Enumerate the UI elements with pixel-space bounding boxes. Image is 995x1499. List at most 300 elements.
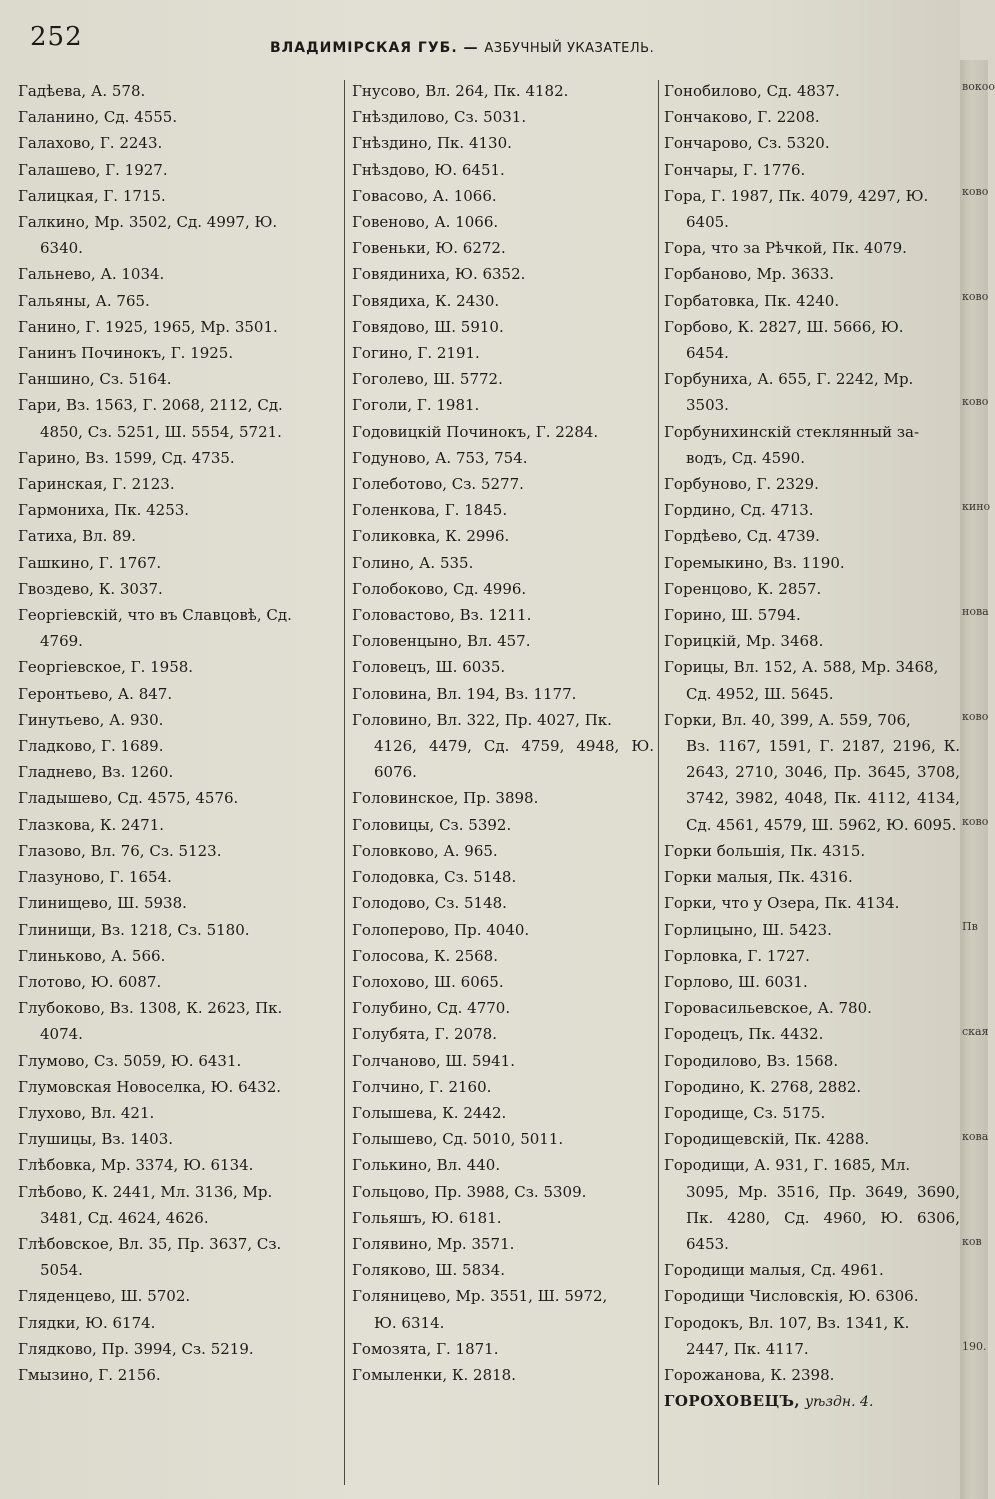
index-entry <box>664 1257 960 1283</box>
index-entry-text: Горбуново, Г. 2329. <box>664 475 819 494</box>
index-entry-text: Георгiевскiй, что въ Славцовѣ, Сд. <box>18 606 292 625</box>
index-entry-text: Гоголево, Ш. 5772. <box>352 370 503 389</box>
index-entry <box>352 550 654 576</box>
index-entry-text: Гончаково, Г. 2208. <box>664 108 820 127</box>
index-entry <box>18 1336 340 1362</box>
index-entry <box>664 314 960 366</box>
column-3-entries <box>664 78 960 1388</box>
index-entry <box>18 576 340 602</box>
edge-fragment: 190. <box>962 1340 987 1353</box>
index-entry-text: Гладышево, Сд. 4575, 4576. <box>18 789 239 808</box>
index-entry <box>18 366 340 392</box>
index-entry <box>664 1310 960 1362</box>
index-entry-text: Глинищи, Вз. 1218, Сз. 5180. <box>18 920 250 939</box>
index-entry-continuation: 4074. <box>40 1025 83 1044</box>
index-entry-text: Годуново, А. 753, 754. <box>352 448 528 467</box>
index-entry-text: Глубоково, Вз. 1308, К. 2623, Пк. <box>18 999 283 1018</box>
index-entry <box>352 1336 654 1362</box>
index-entry-text: Гора, что за Рѣчкой, Пк. 4079. <box>664 239 907 258</box>
index-entry <box>664 523 960 549</box>
index-entry-text: Голубята, Г. 2078. <box>352 1025 497 1044</box>
index-entry-text: Гордѣево, Сд. 4739. <box>664 527 820 546</box>
index-entry <box>352 785 654 811</box>
index-entry <box>18 838 340 864</box>
edge-fragment: Пв <box>962 920 978 933</box>
index-entry-text: Городищи, А. 931, Г. 1685, Мл. <box>664 1156 911 1175</box>
index-entry <box>664 1048 960 1074</box>
index-entry <box>352 1048 654 1074</box>
index-entry-text: Галахово, Г. 2243. <box>18 134 163 153</box>
index-entry-continuation: 6340. <box>40 239 83 258</box>
index-entry <box>664 969 960 995</box>
index-entry-text: Горицкiй, Мр. 3468. <box>664 632 824 651</box>
index-entry-text: Голышево, Сд. 5010, 5011. <box>352 1130 564 1149</box>
edge-fragment: вокоо <box>962 80 995 93</box>
index-entry-text: Голчино, Г. 2160. <box>352 1077 492 1096</box>
index-entry <box>352 1074 654 1100</box>
index-entry-text: Городищи малыя, Сд. 4961. <box>664 1261 884 1280</box>
index-entry-continuation: 4126, 4479, Сд. 4759, 4948, Ю. 6076. <box>374 737 654 782</box>
index-entry <box>664 628 960 654</box>
index-entry <box>352 419 654 445</box>
index-entry-text: Глиньково, А. 566. <box>18 946 166 965</box>
index-entry <box>664 1100 960 1126</box>
edge-fragment: нова <box>962 605 989 618</box>
index-entry <box>664 366 960 418</box>
index-entry-text: Голькино, Вл. 440. <box>352 1156 501 1175</box>
index-entry <box>18 1231 340 1283</box>
index-entry <box>664 261 960 287</box>
edge-fragment: ково <box>962 185 989 198</box>
index-entry <box>664 1283 960 1309</box>
index-entry <box>352 1152 654 1178</box>
index-entry-text: Голявино, Мр. 3571. <box>352 1234 515 1253</box>
index-entry-text: Горенцово, К. 2857. <box>664 579 822 598</box>
index-entry-text: Горки, Вл. 40, 399, А. 559, 706, <box>664 710 911 729</box>
index-entry-text: Ганино, Г. 1925, 1965, Мр. 3501. <box>18 317 278 336</box>
index-entry <box>18 681 340 707</box>
index-entry-text: Гляденцево, Ш. 5702. <box>18 1287 191 1306</box>
index-entry-text: Гончары, Г. 1776. <box>664 160 806 179</box>
index-entry-text: Говеньки, Ю. 6272. <box>352 239 506 258</box>
index-entry <box>352 995 654 1021</box>
index-entry <box>352 445 654 471</box>
index-entry-text: Глазкова, К. 2471. <box>18 815 165 834</box>
index-column-3 <box>664 78 960 1488</box>
index-entry-text: Гатиха, Вл. 89. <box>18 527 137 546</box>
index-entry <box>352 1205 654 1231</box>
index-entry-text: Голино, А. 535. <box>352 553 474 572</box>
index-entry-text: Горки, что у Озера, Пк. 4134. <box>664 894 900 913</box>
index-entry <box>664 995 960 1021</box>
index-entry-text: Горлицыно, Ш. 5423. <box>664 920 832 939</box>
index-entry-text: Гаринская, Г. 2123. <box>18 475 175 494</box>
index-entry <box>352 1362 654 1388</box>
index-entry <box>664 943 960 969</box>
index-entry <box>352 1231 654 1257</box>
index-entry-text: Гари, Вз. 1563, Г. 2068, 2112, Сд. <box>18 396 283 415</box>
index-entry <box>352 392 654 418</box>
index-entry-text: Голяково, Ш. 5834. <box>352 1261 505 1280</box>
index-entry <box>352 104 654 130</box>
index-entry-text: Говядиниха, Ю. 6352. <box>352 265 526 284</box>
index-entry <box>664 838 960 864</box>
index-entry <box>18 812 340 838</box>
index-entry-text: Глухово, Вл. 421. <box>18 1103 155 1122</box>
edge-fragment: кова <box>962 1130 989 1143</box>
index-entry-text: Городищевскiй, Пк. 4288. <box>664 1130 870 1149</box>
index-entry <box>664 602 960 628</box>
index-entry <box>18 471 340 497</box>
index-entry-text: Головково, А. 965. <box>352 841 498 860</box>
index-entry-text: Горловка, Г. 1727. <box>664 946 810 965</box>
index-entry-continuation: 3481, Сд. 4624, 4626. <box>40 1208 209 1227</box>
index-entry <box>664 104 960 130</box>
index-entry-continuation: Сд. 4952, Ш. 5645. <box>686 684 834 703</box>
index-entry-text: Глушицы, Вз. 1403. <box>18 1130 174 1149</box>
index-entry <box>664 497 960 523</box>
index-entry-text: Гомыленки, К. 2818. <box>352 1365 516 1384</box>
index-entry-text: Годовицкiй Починокъ, Г. 2284. <box>352 422 599 441</box>
index-entry <box>664 890 960 916</box>
index-entry-text: Говядово, Ш. 5910. <box>352 317 504 336</box>
index-entry-text: Гнѣздилово, Сз. 5031. <box>352 108 527 127</box>
index-entry <box>352 943 654 969</box>
running-title-main: ВЛАДИМIРСКАЯ ГУБ. <box>270 40 458 56</box>
index-entry-text: Голохово, Ш. 6065. <box>352 972 504 991</box>
index-entry <box>352 707 654 786</box>
index-entry <box>18 785 340 811</box>
index-entry-text: Геронтьево, А. 847. <box>18 684 173 703</box>
index-entry-text: Городище, Сз. 5175. <box>664 1103 826 1122</box>
index-entry <box>664 78 960 104</box>
index-entry-text: Гашкино, Г. 1767. <box>18 553 162 572</box>
index-entry-text: Гогино, Г. 2191. <box>352 344 480 363</box>
index-entry-text: Городилово, Вз. 1568. <box>664 1051 839 1070</box>
index-entry-text: Головина, Вл. 194, Вз. 1177. <box>352 684 577 703</box>
index-entry <box>352 1257 654 1283</box>
index-entry-text: Гадѣева, А. 578. <box>18 82 146 100</box>
running-title <box>270 40 654 56</box>
index-entry-text: Глядково, Пр. 3994, Сз. 5219. <box>18 1339 254 1358</box>
index-entry-text: Горбуниха, А. 655, Г. 2242, Мр. <box>664 370 914 389</box>
index-entry-text: Горлово, Ш. 6031. <box>664 972 808 991</box>
index-entry-text: Горбаново, Мр. 3633. <box>664 265 835 284</box>
index-entry-text: Ганинъ Починокъ, Г. 1925. <box>18 344 234 363</box>
index-entry-text: Ганшино, Сз. 5164. <box>18 370 172 389</box>
index-entry <box>664 917 960 943</box>
edge-fragment: кино <box>962 500 991 513</box>
index-entry <box>352 628 654 654</box>
index-entry <box>18 392 340 444</box>
index-entry <box>352 78 654 104</box>
index-entry <box>18 314 340 340</box>
column-rule <box>658 80 659 1485</box>
index-entry <box>352 812 654 838</box>
index-entry-text: Гладково, Г. 1689. <box>18 737 164 756</box>
index-entry-text: Гончарово, Сз. 5320. <box>664 134 830 153</box>
index-entry <box>664 1152 960 1257</box>
index-entry <box>18 733 340 759</box>
index-entry <box>352 314 654 340</box>
index-entry-text: Глинищево, Ш. 5938. <box>18 894 187 913</box>
index-entry <box>664 183 960 235</box>
index-entry-text: Голеботово, Сз. 5277. <box>352 475 524 494</box>
index-entry <box>352 1283 654 1335</box>
index-entry-text: Георгiевское, Г. 1958. <box>18 658 194 677</box>
edge-fragment: ково <box>962 290 989 303</box>
index-entry <box>664 1021 960 1047</box>
index-entry-continuation: 2447, Пк. 4117. <box>686 1339 809 1358</box>
index-entry-text: Гвоздево, К. 3037. <box>18 579 163 598</box>
index-entry-text: Гнѣздово, Ю. 6451. <box>352 160 505 179</box>
index-entry <box>664 550 960 576</box>
index-entry-text: Глѣбово, К. 2441, Мл. 3136, Мр. <box>18 1182 273 1201</box>
index-entry <box>352 235 654 261</box>
index-entry <box>18 550 340 576</box>
index-entry-text: Головецъ, Ш. 6035. <box>352 658 506 677</box>
index-entry-text: Глазово, Вл. 76, Сз. 5123. <box>18 841 222 860</box>
index-entry-text: Гнѣздино, Пк. 4130. <box>352 134 512 153</box>
index-entry <box>18 759 340 785</box>
index-entry <box>18 1126 340 1152</box>
index-entry <box>664 576 960 602</box>
index-entry <box>18 497 340 523</box>
index-entry-text: Головенцыно, Вл. 457. <box>352 632 531 651</box>
index-entry <box>664 1074 960 1100</box>
index-entry-text: Городино, К. 2768, 2882. <box>664 1077 862 1096</box>
index-entry <box>664 1362 960 1388</box>
edge-fragment: ково <box>962 395 989 408</box>
index-entry-text: Галицкая, Г. 1715. <box>18 186 166 205</box>
index-entry <box>352 130 654 156</box>
index-entry-text: Глумово, Сз. 5059, Ю. 6431. <box>18 1051 242 1070</box>
index-entry <box>664 864 960 890</box>
index-entry-continuation: 5054. <box>40 1261 83 1280</box>
index-entry <box>18 78 340 104</box>
index-entry-text: Глазуново, Г. 1654. <box>18 868 172 887</box>
index-entry-text: Городокъ, Вл. 107, Вз. 1341, К. <box>664 1313 910 1332</box>
final-entry-name: ГОРОХОВЕЦЪ, <box>664 1392 801 1411</box>
index-entry <box>18 130 340 156</box>
index-entry <box>18 969 340 995</box>
index-entry-text: Гарино, Вз. 1599, Сд. 4735. <box>18 448 235 467</box>
index-entry <box>352 1126 654 1152</box>
index-entry <box>664 157 960 183</box>
index-entry <box>664 471 960 497</box>
edge-fragment: ков <box>962 1235 982 1248</box>
index-entry-text: Горицы, Вл. 152, А. 588, Мр. 3468, <box>664 658 939 677</box>
index-entry <box>352 340 654 366</box>
index-entry <box>18 1100 340 1126</box>
index-entry <box>352 497 654 523</box>
edge-fragment: ская <box>962 1025 989 1038</box>
index-entry-text: Глотово, Ю. 6087. <box>18 972 162 991</box>
index-entry <box>18 104 340 130</box>
index-entry <box>352 1179 654 1205</box>
index-entry <box>18 209 340 261</box>
running-title-subtitle: АЗБУЧНЫЙ УКАЗАТЕЛЬ. <box>484 41 655 56</box>
index-entry <box>18 654 340 680</box>
final-entry-note: уѣздн. 4. <box>804 1394 874 1411</box>
index-column-1 <box>18 78 340 1488</box>
index-entry-text: Горемыкино, Вз. 1190. <box>664 553 845 572</box>
index-entry <box>352 654 654 680</box>
index-entry <box>18 602 340 654</box>
index-entry <box>18 1283 340 1309</box>
index-entry <box>664 654 960 706</box>
index-entry-text: Гольяшъ, Ю. 6181. <box>352 1208 502 1227</box>
index-entry-text: Голышева, К. 2442. <box>352 1103 507 1122</box>
index-entry-continuation: Вз. 1167, 1591, Г. 2187, 2196, К. 2643, 2710, 3046, Пр. 3645, 3708, 3742, 3982, 4048, Пк. 4112, 4134, Сд. 4561, 4579, Ш. 5962, Ю. 6095. <box>686 737 960 834</box>
index-entry-continuation: 6405. <box>686 213 729 232</box>
index-entry-text: Горки малыя, Пк. 4316. <box>664 868 853 887</box>
index-entry-text: Галашево, Г. 1927. <box>18 160 168 179</box>
index-entry-text: Горки большiя, Пк. 4315. <box>664 841 866 860</box>
index-entry-text: Глядки, Ю. 6174. <box>18 1313 156 1332</box>
index-entry <box>18 157 340 183</box>
index-entry-text: Горожанова, К. 2398. <box>664 1365 835 1384</box>
index-entry-text: Гинутьево, А. 930. <box>18 710 164 729</box>
index-entry <box>352 523 654 549</box>
index-entry-text: Галанино, Сд. 4555. <box>18 108 178 127</box>
index-entry-continuation: 3503. <box>686 396 729 415</box>
index-entry-continuation: 4769. <box>40 632 83 651</box>
page-number: 252 <box>30 22 83 52</box>
index-entry-text: Глѣбовское, Вл. 35, Пр. 3637, Сз. <box>18 1234 282 1253</box>
index-entry <box>352 471 654 497</box>
index-entry <box>352 602 654 628</box>
index-entry-text: Гордино, Сд. 4713. <box>664 501 814 520</box>
index-column-2 <box>352 78 654 1488</box>
index-entry <box>352 209 654 235</box>
index-entry-text: Гоголи, Г. 1981. <box>352 396 480 415</box>
index-entry-text: Гармониха, Пк. 4253. <box>18 501 190 520</box>
index-entry <box>352 183 654 209</box>
index-entry <box>664 130 960 156</box>
index-entry-continuation: 4850, Сз. 5251, Ш. 5554, 5721. <box>40 422 282 441</box>
index-entry-text: Голодово, Сз. 5148. <box>352 894 507 913</box>
index-entry-text: Гора, Г. 1987, Пк. 4079, 4297, Ю. <box>664 186 929 205</box>
index-entry <box>352 1021 654 1047</box>
index-entry <box>18 523 340 549</box>
index-entry-text: Гмызино, Г. 2156. <box>18 1365 161 1384</box>
index-entry <box>18 445 340 471</box>
index-entry-continuation: 3095, Мр. 3516, Пр. 3649, 3690, Пк. 4280, Сд. 4960, Ю. 6306, 6453. <box>686 1182 960 1253</box>
index-entry <box>352 157 654 183</box>
index-entry-text: Гнусово, Вл. 264, Пк. 4182. <box>352 82 569 100</box>
facing-page-edge <box>960 60 995 1499</box>
index-entry-text: Голосова, К. 2568. <box>352 946 498 965</box>
index-entry-text: Гальяны, А. 765. <box>18 291 150 310</box>
index-entry <box>18 1362 340 1388</box>
index-entry-text: Голиковка, К. 2996. <box>352 527 510 546</box>
index-entry <box>18 943 340 969</box>
index-entry <box>352 969 654 995</box>
index-entry-text: Городищи Числовскiя, Ю. 6306. <box>664 1287 919 1306</box>
index-entry-text: Горбунихинскiй стеклянный за- <box>664 422 920 441</box>
index-entry-text: Головинское, Пр. 3898. <box>352 789 539 808</box>
index-entry <box>18 1048 340 1074</box>
index-entry-continuation: Ю. 6314. <box>374 1313 445 1332</box>
index-entry-text: Голяницево, Мр. 3551, Ш. 5972, <box>352 1287 608 1306</box>
index-entry-text: Глѣбовка, Мр. 3374, Ю. 6134. <box>18 1156 254 1175</box>
index-entry-text: Глумовская Новоселка, Ю. 6432. <box>18 1077 282 1096</box>
index-entry-continuation: 6454. <box>686 344 729 363</box>
index-entry-text: Гольцово, Пр. 3988, Сз. 5309. <box>352 1182 587 1201</box>
index-entry <box>18 1179 340 1231</box>
index-entry-text: Говеново, А. 1066. <box>352 213 499 232</box>
index-entry <box>352 288 654 314</box>
index-entry <box>664 419 960 471</box>
index-entry-text: Городецъ, Пк. 4432. <box>664 1025 824 1044</box>
index-entry-text: Горино, Ш. 5794. <box>664 606 801 625</box>
index-entry <box>18 1152 340 1178</box>
index-entry <box>352 890 654 916</box>
edge-fragment: ково <box>962 815 989 828</box>
index-entry <box>664 707 960 838</box>
index-entry-text: Горбатовка, Пк. 4240. <box>664 291 840 310</box>
column-rule <box>344 80 345 1485</box>
index-entry-text: Говасово, А. 1066. <box>352 186 497 205</box>
index-entry <box>352 838 654 864</box>
index-entry-text: Голчаново, Ш. 5941. <box>352 1051 515 1070</box>
running-title-dash: — <box>457 40 485 56</box>
index-entry <box>18 995 340 1047</box>
index-entry <box>352 681 654 707</box>
index-entry-text: Горовасильевское, А. 780. <box>664 999 872 1018</box>
index-entry <box>352 864 654 890</box>
index-entry <box>664 1126 960 1152</box>
index-entry <box>352 366 654 392</box>
index-entry-text: Гомозята, Г. 1871. <box>352 1339 499 1358</box>
index-entry <box>352 1100 654 1126</box>
index-entry <box>18 183 340 209</box>
index-entry <box>18 890 340 916</box>
index-entry <box>352 576 654 602</box>
page-header <box>30 18 950 62</box>
index-entry <box>18 1074 340 1100</box>
index-entry-text: Голенкова, Г. 1845. <box>352 501 508 520</box>
index-entry-text: Гладнево, Вз. 1260. <box>18 763 174 782</box>
index-entry-text: Голоперово, Пр. 4040. <box>352 920 530 939</box>
index-entry <box>18 340 340 366</box>
index-entry-continuation: водъ, Сд. 4590. <box>686 448 805 467</box>
index-entry <box>664 288 960 314</box>
final-entry <box>664 1388 960 1415</box>
index-entry-text: Головастово, Вз. 1211. <box>352 606 532 625</box>
index-entry-text: Говядиха, К. 2430. <box>352 291 500 310</box>
index-entry-text: Гонобилово, Сд. 4837. <box>664 82 840 100</box>
index-entry <box>18 707 340 733</box>
index-entry <box>664 235 960 261</box>
edge-fragment: ково <box>962 710 989 723</box>
index-entry <box>18 288 340 314</box>
index-entry <box>18 917 340 943</box>
index-entry-text: Головино, Вл. 322, Пр. 4027, Пк. <box>352 710 612 729</box>
index-entry <box>352 917 654 943</box>
index-entry-text: Горбово, К. 2827, Ш. 5666, Ю. <box>664 317 904 336</box>
index-entry-text: Галкино, Мр. 3502, Сд. 4997, Ю. <box>18 213 278 232</box>
index-entry-text: Голобоково, Сд. 4996. <box>352 579 527 598</box>
index-entry <box>18 1310 340 1336</box>
index-entry <box>18 864 340 890</box>
index-entry <box>18 261 340 287</box>
index-entry-text: Голубино, Сд. 4770. <box>352 999 511 1018</box>
index-entry-text: Голодовка, Сз. 5148. <box>352 868 517 887</box>
index-entry-text: Гальнево, А. 1034. <box>18 265 165 284</box>
index-entry-text: Головицы, Сз. 5392. <box>352 815 512 834</box>
